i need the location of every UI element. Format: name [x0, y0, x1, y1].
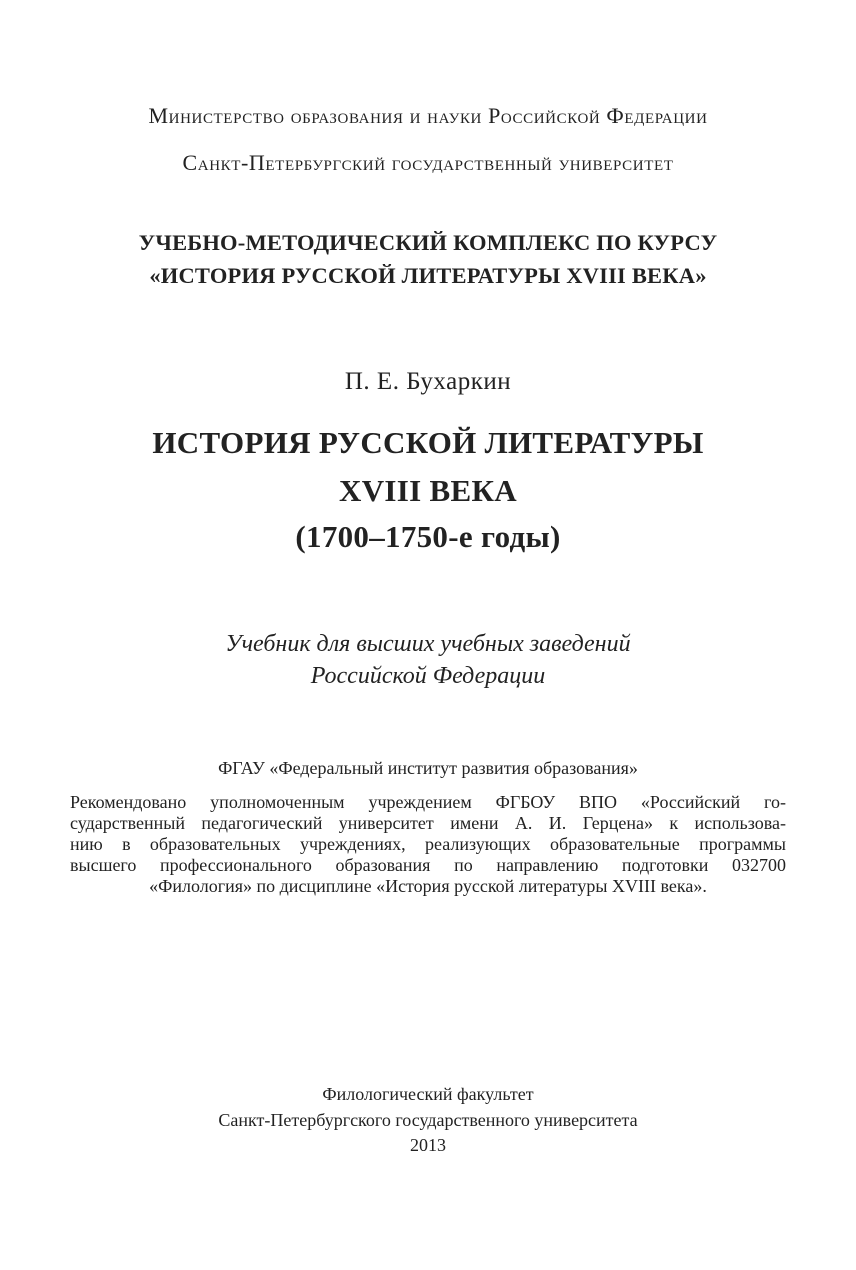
- author-name: П. Е. Бухаркин: [344, 368, 512, 395]
- subtitle-line-1: Учебник для высших учебных заведений: [225, 631, 631, 657]
- recommendation-paragraph: [70, 792, 786, 897]
- university-header: Санкт-Петербургский государственный университет: [182, 150, 674, 175]
- recommendation-line: «Филология» по дисциплине «История русской литературы XVIII века».: [149, 876, 707, 896]
- book-title-line-2: XVIII ВЕКА: [339, 473, 517, 508]
- publication-year: 2013: [410, 1135, 446, 1155]
- recommendation-line: высшего профессионального образования по направлению подготовки 032700: [70, 855, 786, 875]
- institute-line: ФГАУ «Федеральный институт развития образования»: [218, 758, 638, 778]
- course-title-line-1: УЧЕБНО-МЕТОДИЧЕСКИЙ КОМПЛЕКС ПО КУРСУ: [138, 230, 718, 255]
- ministry-header: Министерство образования и науки Российской Федерации: [148, 103, 708, 128]
- book-title-line-1: ИСТОРИЯ РУССКОЙ ЛИТЕРАТУРЫ: [152, 425, 704, 460]
- publisher-university: Санкт-Петербургского государственного университета: [218, 1110, 638, 1130]
- recommendation-line: нию в образовательных учреждениях, реализующих образовательные программы: [70, 834, 786, 854]
- recommendation-line: сударственный педагогический университет имени А. И. Герцена» к использова-: [70, 813, 786, 833]
- recommendation-line: Рекомендовано уполномоченным учреждением ФГБОУ ВПО «Российский го-: [70, 792, 786, 812]
- subtitle-line-2: Российской Федерации: [310, 663, 546, 689]
- book-title-line-3: (1700–1750-е годы): [295, 519, 561, 554]
- course-title-line-2: «ИСТОРИЯ РУССКОЙ ЛИТЕРАТУРЫ XVIII ВЕКА»: [149, 263, 707, 288]
- publisher-faculty: Филологический факультет: [322, 1084, 534, 1104]
